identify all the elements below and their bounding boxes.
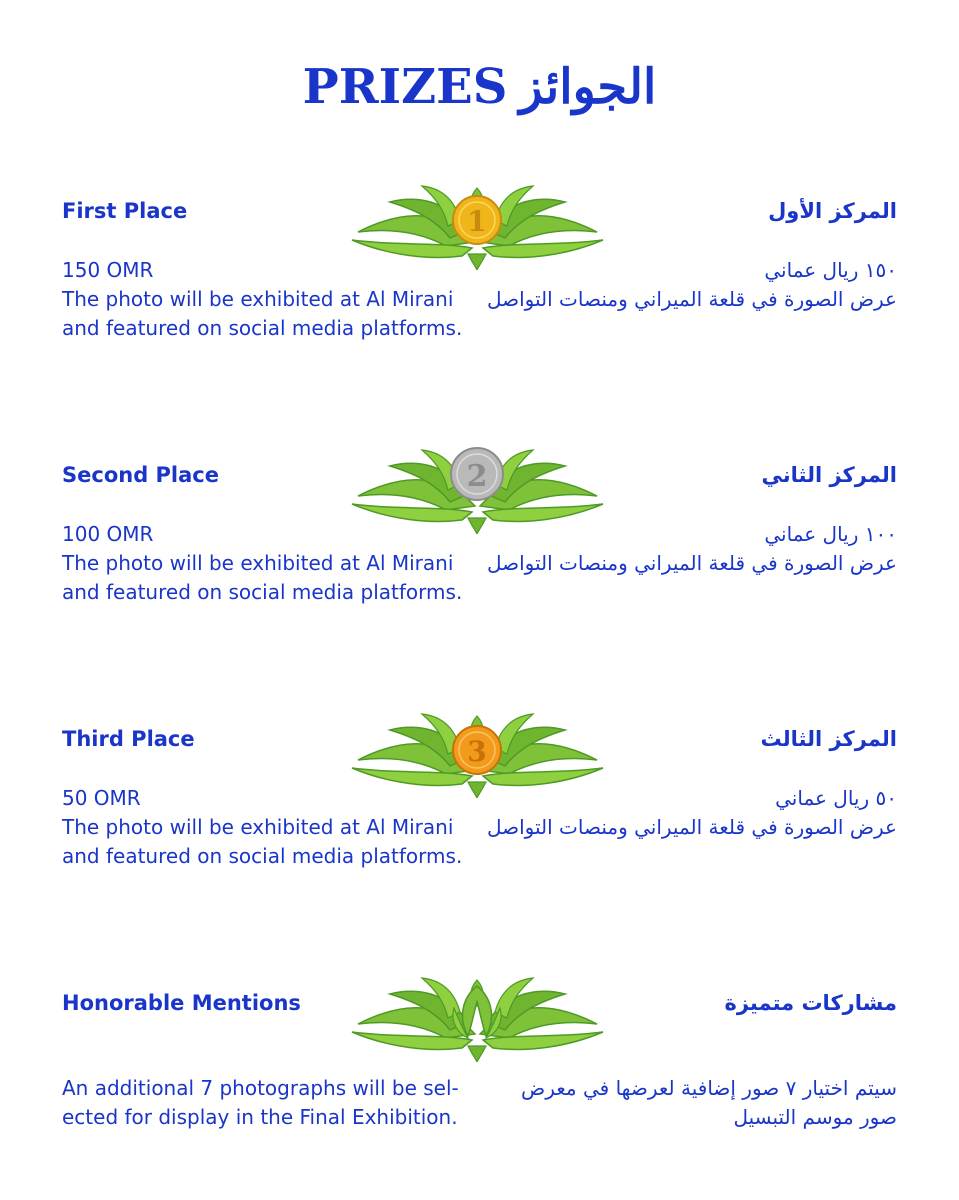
honorable-ar-block [477,988,897,1132]
prize-ar-amount: ١٠٠ ريال عماني [764,522,897,546]
prize-en-amount: 150 OMR [62,258,154,282]
honorable-ar-desc-line2: صور موسم التبسيل [733,1105,897,1129]
prize-ar-amount: ٥٠ ريال عماني [775,786,897,810]
prize-ar-desc: عرض الصورة في قلعة الميراني ومنصات التواصل [487,287,897,311]
prize-ar-block [477,724,897,842]
title-en: PRIZES [302,59,508,115]
prize-en-title: First Place [62,199,188,223]
honorable-ar-title: مشاركات متميزة [724,991,897,1015]
prize-ar-block [477,196,897,314]
prize-en-desc-line2: and featured on social media platforms. [62,844,463,868]
medal-number: 1 [467,205,487,238]
prize-en-desc-line1: The photo will be exhibited at Al Mirani [62,815,454,839]
prize-en-title: Third Place [62,727,195,751]
prize-en-desc-line1: The photo will be exhibited at Al Mirani [62,551,454,575]
medal-number: 3 [467,735,487,768]
honorable-en-title: Honorable Mentions [62,991,301,1015]
honorable-en-desc-line2: ected for display in the Final Exhibition. [62,1105,458,1129]
title-ar: الجوائز [519,59,657,115]
prize-first [0,196,959,396]
prize-third [0,724,959,924]
prize-ar-block [477,460,897,578]
prize-honorable [0,988,959,1188]
page-title [0,52,959,122]
prize-ar-amount: ١٥٠ ريال عماني [764,258,897,282]
honorable-en-desc-line1: An additional 7 photographs will be sel- [62,1076,459,1100]
prize-ar-title: المركز الثالث [760,727,897,751]
honorable-ar-desc-line1: سيتم اختيار ٧ صور إضافية لعرضها في معرض [521,1076,897,1100]
prize-ar-desc: عرض الصورة في قلعة الميراني ومنصات التواصل [487,815,897,839]
prize-en-desc-line2: and featured on social media platforms. [62,580,463,604]
prize-en-title: Second Place [62,463,219,487]
prize-ar-desc: عرض الصورة في قلعة الميراني ومنصات التواصل [487,551,897,575]
prize-second [0,460,959,660]
medal-number: 2 [466,459,488,494]
prize-en-desc-line1: The photo will be exhibited at Al Mirani [62,287,454,311]
prize-en-desc-line2: and featured on social media platforms. [62,316,463,340]
prize-en-amount: 50 OMR [62,786,141,810]
prize-ar-title: المركز الأول [768,199,897,223]
prize-ar-title: المركز الثاني [761,463,897,487]
prize-en-amount: 100 OMR [62,522,154,546]
